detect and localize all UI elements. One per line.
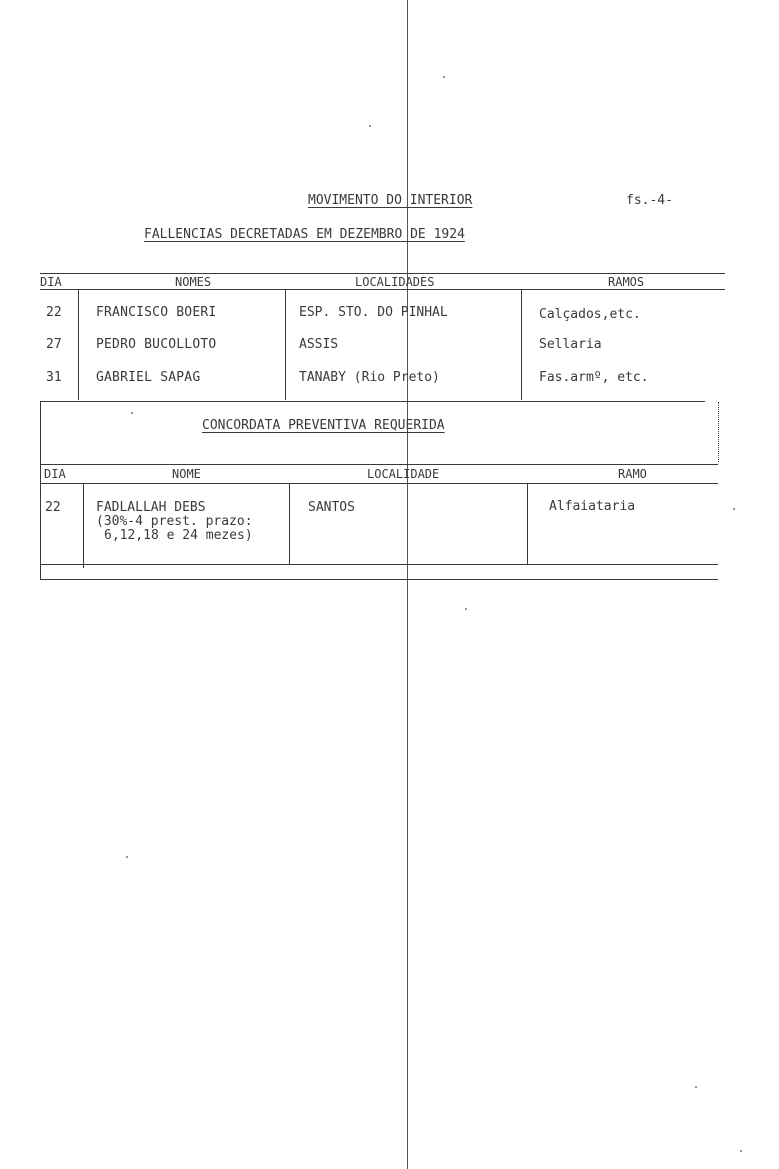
table-cell-nome-line: (30%-4 prest. prazo: <box>96 514 253 529</box>
page-title: MOVIMENTO DO INTERIOR <box>308 193 473 208</box>
column-separator <box>527 484 528 564</box>
table-cell-ramo: Fas.armº, etc. <box>539 370 649 385</box>
column-header-nomes: NOMES <box>175 275 212 289</box>
column-header-localidade: LOCALIDADE <box>367 467 440 481</box>
column-separator <box>521 290 522 400</box>
column-separator <box>83 484 84 568</box>
section-title-concordata: CONCORDATA PREVENTIVA REQUERIDA <box>202 418 445 433</box>
table-rule <box>40 401 705 402</box>
section-border-left <box>40 402 41 580</box>
column-header-ramo: RAMO <box>618 467 647 481</box>
scan-speck <box>126 856 128 858</box>
table-rule <box>40 464 718 465</box>
table-cell-localidade: SANTOS <box>308 500 355 515</box>
scan-speck <box>740 1150 742 1152</box>
section-title-fallencias: FALLENCIAS DECRETADAS EM DEZEMBRO DE 1924 <box>144 227 465 242</box>
table-cell-nome: PEDRO BUCOLLOTO <box>96 337 217 352</box>
table-rule <box>40 273 725 274</box>
column-header-dia: DIA <box>44 467 66 481</box>
section-border-right <box>718 402 719 462</box>
table-rule <box>40 579 718 580</box>
scan-speck <box>465 608 467 610</box>
column-separator <box>289 484 290 564</box>
table-cell-dia: 22 <box>45 500 61 515</box>
table-cell-ramo: Alfaiataria <box>549 499 636 514</box>
column-separator <box>285 290 286 400</box>
table-cell-ramo: Calçados,etc. <box>539 307 641 322</box>
table-cell-dia: 22 <box>46 305 62 320</box>
table-cell-nome: FRANCISCO BOERI <box>96 305 217 320</box>
page-reference: fs.-4- <box>626 193 673 208</box>
table-cell-nome: GABRIEL SAPAG <box>96 370 201 385</box>
table-rule <box>40 564 718 565</box>
table-rule <box>40 289 725 290</box>
column-separator <box>78 290 79 400</box>
scan-speck <box>131 412 133 414</box>
column-header-localidades: LOCALIDADES <box>355 275 435 289</box>
column-header-ramos: RAMOS <box>608 275 645 289</box>
table-cell-dia: 31 <box>46 370 62 385</box>
scan-speck <box>369 125 371 127</box>
table-cell-dia: 27 <box>46 337 62 352</box>
table-cell-nome-line: FADLALLAH DEBS <box>96 500 206 515</box>
page-fold-line <box>407 0 408 1169</box>
table-cell-localidade: ESP. STO. DO PINHAL <box>299 305 448 320</box>
scan-speck <box>695 1086 697 1088</box>
table-cell-nome-line: 6,12,18 e 24 mezes) <box>104 528 253 543</box>
table-rule <box>40 483 718 484</box>
column-header-dia: DIA <box>40 275 62 289</box>
scan-speck <box>733 508 735 510</box>
table-cell-ramo: Sellaria <box>539 337 602 352</box>
scan-speck <box>443 76 445 78</box>
column-header-nome: NOME <box>172 467 201 481</box>
table-cell-localidade: TANABY (Rio Preto) <box>299 370 440 385</box>
table-cell-localidade: ASSIS <box>299 337 339 352</box>
